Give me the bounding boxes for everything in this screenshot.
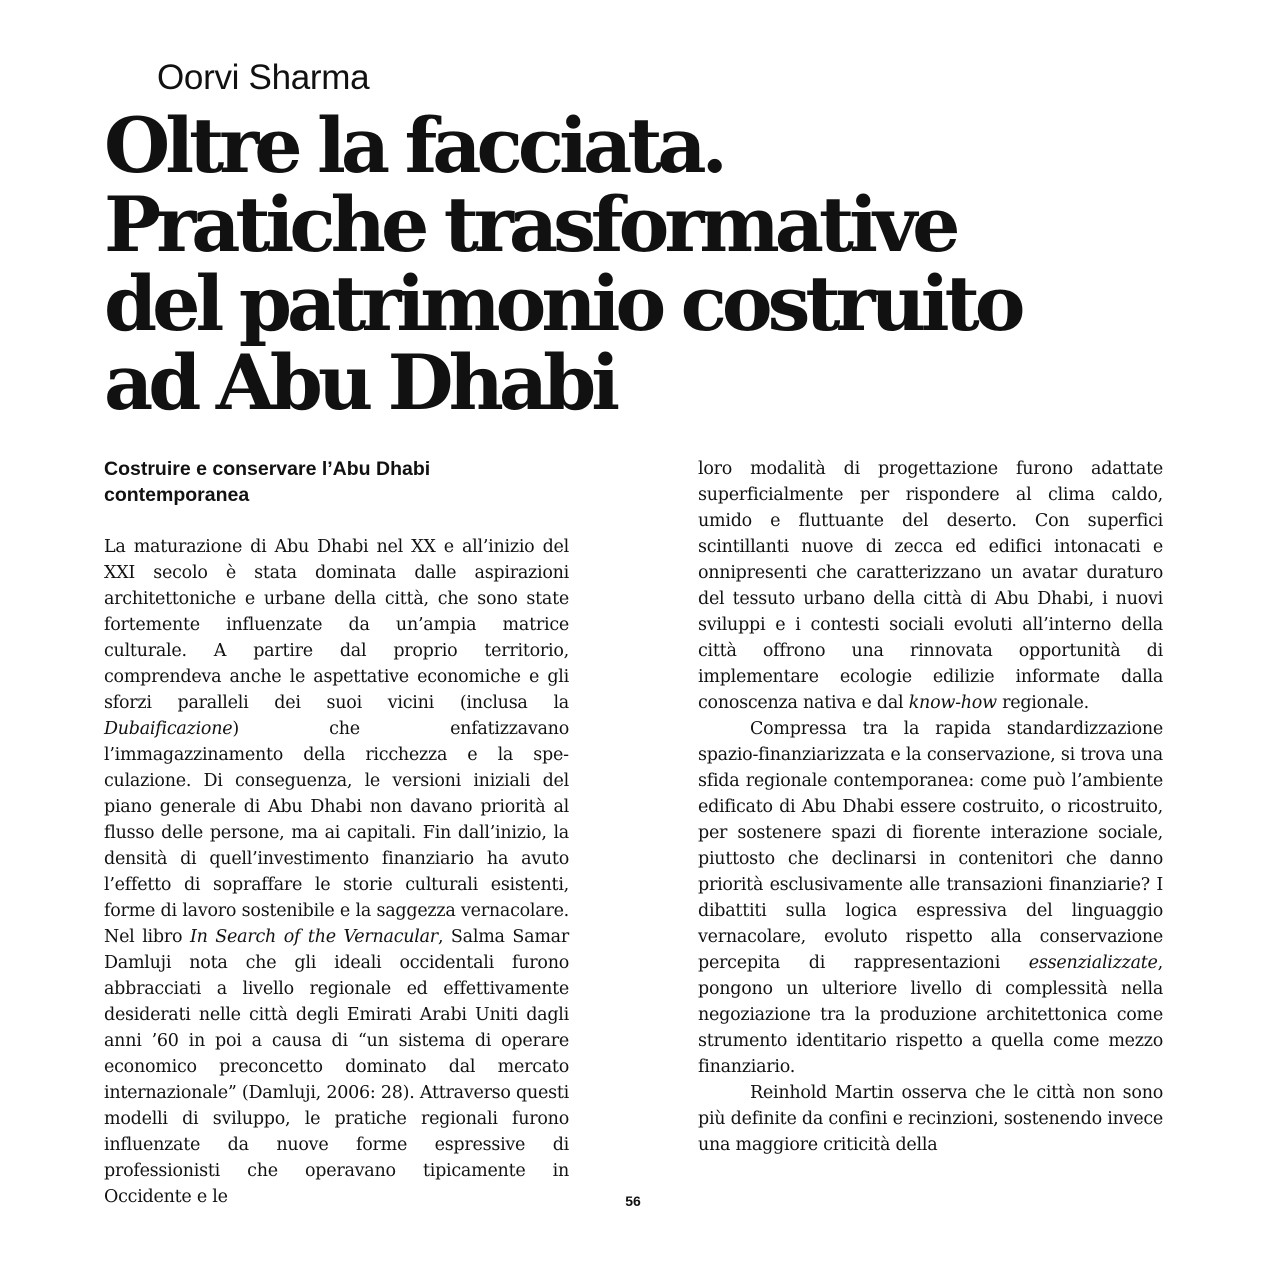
emphasis-text: know-how xyxy=(908,693,997,713)
body-paragraph xyxy=(698,1080,1163,1158)
emphasis-text: essenzializzate xyxy=(1028,953,1158,973)
title-line: ad Abu Dhabi xyxy=(104,338,616,427)
paragraph-text: Reinhold Martin osserva che le città non sono più definite da confini e recinzioni, sostenendo invece una maggiore criticità della xyxy=(698,1083,1163,1155)
paragraph-text: loro modalità di progettazione furono adattate superficialmente per rispondere al clima caldo, umido e fluttuante del deserto. Con superfici scintillanti nuove di zecca ed edifici intonacati e onnipresenti che caratterizzano un avatar duraturo del tessuto urbano della città di Abu Dhabi, i nuovi sviluppi e i contesti sociali evoluti all’interno della città offrono una rinnovata opportunità di implementare ecologie edilizie informate dalla conoscenza nativa e dal xyxy=(698,459,1163,713)
title-line: Pratiche trasformative xyxy=(104,180,956,269)
author-name: Oorvi Sharma xyxy=(157,58,370,97)
page-number: 56 xyxy=(625,1193,641,1209)
paragraph-text: regionale. xyxy=(996,693,1089,713)
paragraph-text: Compressa tra la rapida standardizzazione spazio-finanziarizzata e la conservazione, si trova una sfida regionale contemporanea: come può l’ambiente edificato di Abu Dhabi essere costruito, o ricostruito, per sostenere spazi di fiorente interazione sociale, piuttosto che declinarsi in contenitori che danno priorità esclusivamente alle transazioni finanziarie? I dibattiti sulla logica espressiva del linguaggio vernacolare, evoluto rispetto alla conservazione percepita di rappresentazioni xyxy=(698,719,1163,973)
section-heading: Costruire e conservare l’Abu Dhabi contemporanea xyxy=(104,458,431,506)
left-column xyxy=(104,456,569,1210)
title-line: Oltre la facciata. xyxy=(104,101,724,190)
title-line: del patrimonio costruito xyxy=(104,259,1021,348)
paragraph-text: La maturazione di Abu Dhabi nel XX e all’inizio del XXI secolo è stata dominata dalle aspirazioni architettoniche e urbane della città, che sono state fortemente influenzate da un’ampia matrice culturale. A partire dal proprio territorio, comprendeva anche le aspettative economiche e gli sforzi paralleli dei suoi vicini (inclusa la xyxy=(104,537,569,713)
body-paragraph xyxy=(104,534,569,1210)
paragraph-text: , Salma Samar Damluji nota che gli ideali occidentali furono abbracciati a livello regionale ed effettivamente desiderati nelle città degli Emirati Arabi Uniti dagli anni ’60 in poi a causa di “un sistema di operare economico preconcetto dominato dal mercato internazionale” (Damluji, 2006: 28). Attraverso questi modelli di sviluppo, le pratiche regionali furono influenzate da nuove forme espressive di professionisti che operavano tipicamente in Occidente e le xyxy=(104,927,569,1207)
article-title xyxy=(104,101,1021,427)
book-title: In Search of the Vernacular xyxy=(189,927,438,947)
body-paragraph xyxy=(698,716,1163,1080)
paragraph-text: , pongono un ulteriore livello di complessità nella negoziazione tra la produzione architettonica come strumento identitario rispetto a quella come mezzo finanziario. xyxy=(698,953,1163,1077)
paragraph-text: ) che enfatizzavano l’immagazzinamento della ricchezza e la speculazione. Di conseguenza, le versioni iniziali del piano generale di Abu Dhabi non davano priorità al flusso delle persone, ma ai capitali. Fin dall’inizio, la densità di quell’investimento finanziario ha avuto l’effetto di sopraffare le storie culturali esistenti, forme di lavoro sostenibile e la saggezza vernacolare. Nel libro xyxy=(104,719,569,947)
right-column xyxy=(698,456,1163,1158)
body-paragraph xyxy=(698,456,1163,716)
emphasis-text: Dubaificazione xyxy=(104,719,233,739)
